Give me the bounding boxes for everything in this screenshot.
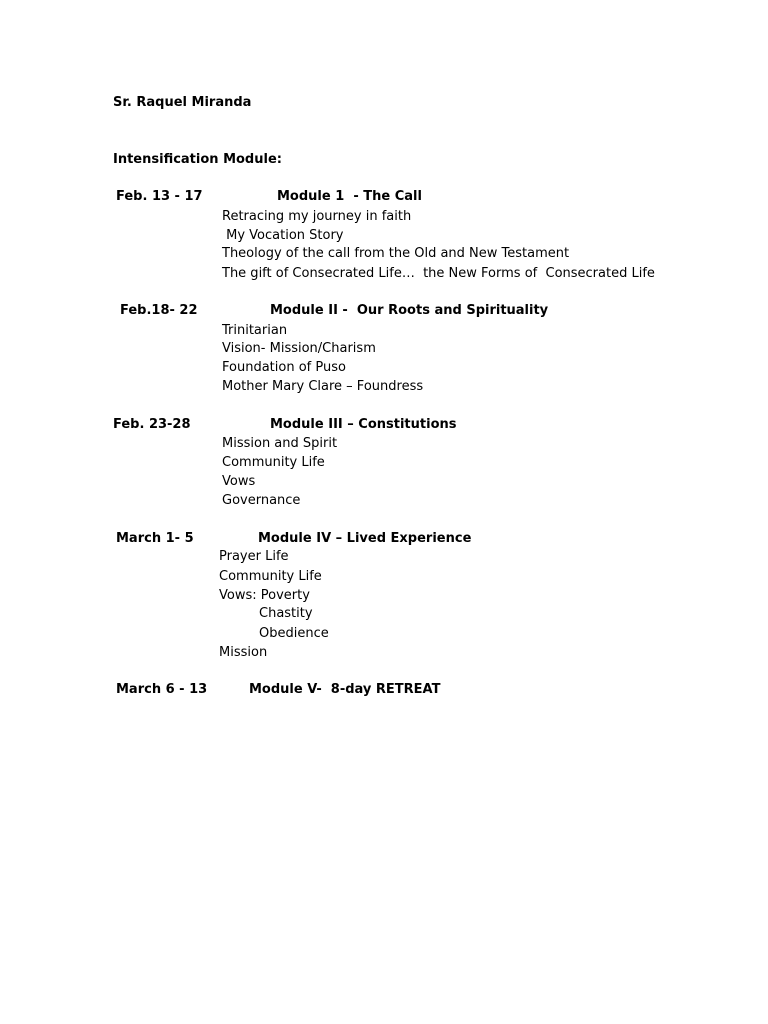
module-topic: Community Life [219,569,322,584]
section-heading: Intensification Module: [113,152,282,167]
module-topic: Vows: Poverty [219,588,310,603]
module-topic: My Vocation Story [222,228,344,243]
module-title: Module V- 8-day RETREAT [249,682,441,697]
module-topic: Mission and Spirit [222,436,338,451]
module-topic: Mission [219,645,268,660]
module-topic: Governance [222,493,301,508]
module-topic: The gift of Consecrated Life… the New Forms of Consecrated Life [222,266,655,281]
module-title: Module 1 - The Call [277,189,422,204]
module-dates: Feb. 13 - 17 [116,189,203,204]
module-topic: Vows [222,474,256,489]
module-topic: Trinitarian [222,323,288,338]
module-title: Module II - Our Roots and Spirituality [270,303,549,318]
module-title: Module IV – Lived Experience [258,531,472,546]
module-topic: Chastity [259,606,313,621]
module-title: Module III – Constitutions [270,417,457,432]
author-name: Sr. Raquel Miranda [113,95,252,110]
module-dates: Feb. 23-28 [113,417,191,432]
module-topic: Obedience [259,626,329,641]
module-topic: Foundation of Puso [222,360,346,375]
module-dates: March 6 - 13 [116,682,208,697]
module-topic: Mother Mary Clare – Foundress [222,379,424,394]
module-topic: Vision- Mission/Charism [222,341,376,356]
module-topic: Theology of the call from the Old and New Testament [222,246,570,261]
module-dates: Feb.18- 22 [120,303,198,318]
module-topic: Prayer Life [219,549,289,564]
module-topic: Retracing my journey in faith [222,209,412,224]
module-topic: Community Life [222,455,325,470]
module-dates: March 1- 5 [116,531,194,546]
